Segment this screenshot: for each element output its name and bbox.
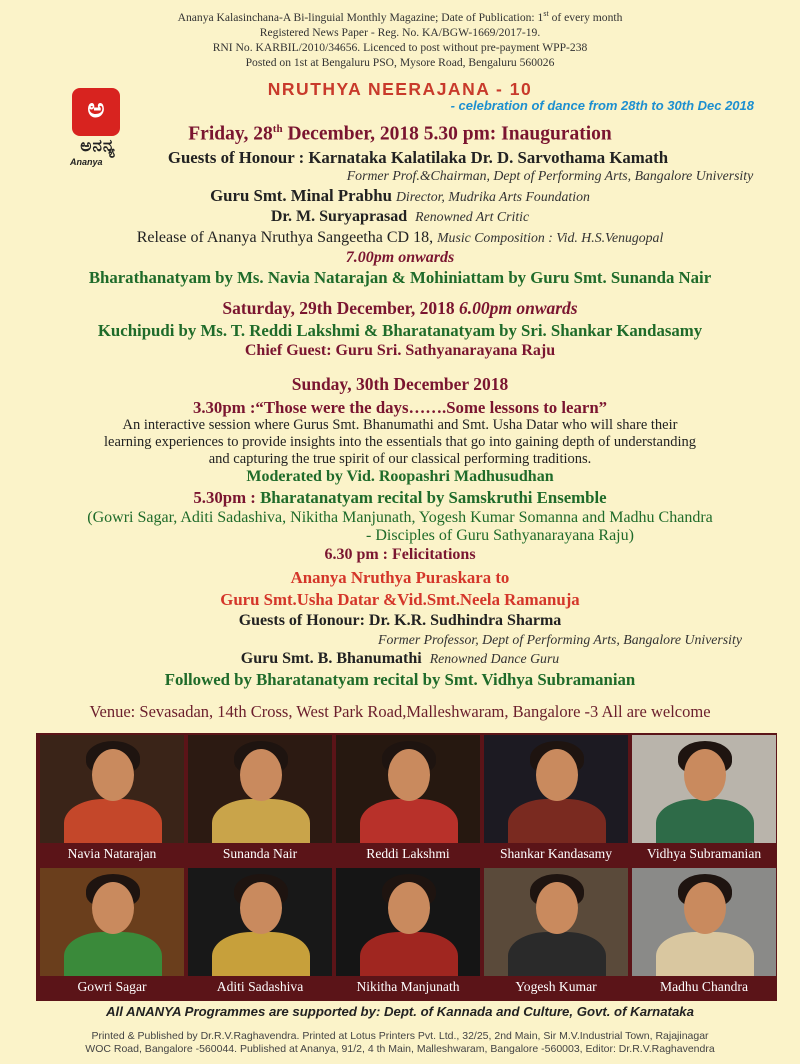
day3-ensemble-line-1: (Gowri Sagar, Aditi Sadashiva, Nikitha Manjunath, Yogesh Kumar Somanna and Madhu Chandra	[87, 509, 713, 526]
day3-session: 3.30pm :“Those were the days…….Some lessons to learn”	[192, 398, 608, 417]
day1-guest1-note: Former Prof.&Chairman, Dept of Performing Arts, Bangalore University	[346, 168, 754, 183]
day3-felicitations: 6.30 pm : Felicitations	[324, 546, 476, 563]
logo-english-name: Ananya	[70, 157, 103, 167]
day2-chief-guest: Chief Guest: Guru Sri. Sathyanarayana Raju	[244, 342, 556, 359]
artist-name-caption: Gowri Sagar	[77, 979, 147, 994]
day3-guest1-note: Former Professor, Dept of Performing Arts, Bangalore University	[378, 632, 742, 647]
artist-photo	[188, 868, 332, 976]
dancer-costume	[212, 932, 310, 976]
dancer-costume	[360, 932, 458, 976]
day3-guests-of-honour: Guests of Honour: Dr. K.R. Sudhindra Sharma	[238, 612, 562, 629]
day2-performance: Kuchipudi by Ms. T. Reddi Lakshmi & Bharatanatyam by Sri. Shankar Kandasamy	[97, 321, 703, 340]
day3-moderator: Moderated by Vid. Roopashri Madhusudhan	[246, 468, 554, 485]
artist-name-caption: Reddi Lakshmi	[366, 846, 450, 861]
artist-photo	[336, 868, 480, 976]
day1-guest2: Guru Smt. Minal Prabhu Director, Mudrika Arts Foundation	[210, 186, 590, 205]
day3-followed-by: Followed by Bharatanatyam recital by Smt. Vidhya Subramanian	[164, 670, 636, 689]
dancer-costume	[360, 799, 458, 843]
imprint-line-1: Printed & Published by Dr.R.V.Raghavendra. Printed at Lotus Printers Pvt. Ltd., 32/25, 2nd Main, Sir M.V.Industrial Town, Rajajinagar	[91, 1030, 709, 1042]
dancer-face	[240, 749, 282, 801]
day3-description-line-1: An interactive session where Gurus Smt. Bhanumathi and Smt. Usha Datar who will share their	[122, 417, 678, 433]
event-subtitle: - celebration of dance from 28th to 30th Dec 2018	[450, 98, 754, 113]
artist-photo	[40, 868, 184, 976]
support-note: All ANANYA Programmes are supported by: Dept. of Kannada and Culture, Govt. of Karnataka	[106, 1004, 694, 1019]
dancer-face	[684, 882, 726, 934]
dancer-face	[92, 749, 134, 801]
day3-ensemble-line-2: - Disciples of Guru Sathyanarayana Raju)	[366, 527, 634, 544]
artist-photo	[188, 735, 332, 843]
imprint-footer	[0, 1030, 800, 1056]
day1-performance-time: 7.00pm onwards	[345, 249, 455, 266]
venue: Venue: Sevasadan, 14th Cross, West Park Road,Malleshwaram, Bangalore -3 All are welcome	[89, 702, 711, 721]
dancer-face	[388, 749, 430, 801]
dancer-costume	[656, 932, 754, 976]
day1-performance: Bharathanatyam by Ms. Navia Natarajan & Mohiniattam by Guru Smt. Sunanda Nair	[88, 268, 712, 287]
event-title: NRUTHYA NEERAJANA - 10	[267, 79, 533, 99]
dancer-face	[684, 749, 726, 801]
day3-description-line-2: learning experiences to provide insights into the essentials that go into gaining depth of understanding	[104, 434, 696, 450]
publication-line-3: RNI No. KARBIL/2010/34656. Licenced to post without pre-payment WPP-238	[212, 40, 588, 54]
dancer-face	[240, 882, 282, 934]
logo-kannada-word: ಅನನ್ಯ	[80, 136, 116, 156]
artist-photo	[632, 735, 776, 843]
artist-name-caption: Sunanda Nair	[222, 846, 298, 861]
day3-heading: Sunday, 30th December 2018	[291, 374, 509, 394]
logo-glyph: ಅ	[87, 94, 105, 124]
day2-heading: Saturday, 29th December, 2018 6.00pm onwards	[222, 298, 578, 318]
artist-gallery	[36, 733, 777, 1001]
publication-line-4: Posted on 1st at Bengaluru PSO, Mysore Road, Bengaluru 560026	[245, 55, 555, 69]
artist-name-caption: Yogesh Kumar	[515, 979, 597, 994]
dancer-face	[92, 882, 134, 934]
publication-line-2: Registered News Paper - Reg. No. KA/BGW-1669/2017-19.	[259, 25, 541, 39]
day1-cd-release: Release of Ananya Nruthya Sangeetha CD 18, Music Composition : Vid. H.S.Venugopal	[136, 229, 664, 246]
day1-heading: Friday, 28th December, 2018 5.30 pm: Inauguration	[188, 123, 612, 145]
award-line-2: Guru Smt.Usha Datar &Vid.Smt.Neela Ramanuja	[220, 590, 580, 609]
artist-photo	[632, 868, 776, 976]
artist-name-caption: Madhu Chandra	[660, 979, 748, 994]
dancer-costume	[212, 799, 310, 843]
dancer-face	[536, 749, 578, 801]
publication-header	[0, 6, 800, 70]
publication-line-1: Ananya Kalasinchana-A Bi-linguial Monthly Magazine; Date of Publication: 1st of every month	[177, 9, 623, 24]
dancer-costume	[64, 799, 162, 843]
artist-name-caption: Shankar Kandasamy	[499, 846, 613, 861]
day1-guests-of-honour: Guests of Honour : Karnataka Kalatilaka Dr. D. Sarvothama Kamath	[167, 148, 669, 167]
artist-photo	[336, 735, 480, 843]
day1-guest3: Dr. M. Suryaprasad Renowned Art Critic	[270, 208, 530, 225]
day3-guest2: Guru Smt. B. Bhanumathi Renowned Dance Guru	[240, 650, 560, 667]
dancer-costume	[656, 799, 754, 843]
dancer-face	[536, 882, 578, 934]
artist-name-caption: Vidhya Subramanian	[646, 846, 762, 861]
dancer-costume	[508, 932, 606, 976]
artist-name-caption: Aditi Sadashiva	[216, 979, 304, 994]
artist-name-caption: Nikitha Manjunath	[356, 979, 460, 994]
day3-recital: 5.30pm : Bharatanatyam recital by Samskruthi Ensemble	[193, 488, 607, 507]
artist-photo	[484, 868, 628, 976]
artist-name-caption: Navia Natarajan	[67, 846, 157, 861]
artist-photo	[40, 735, 184, 843]
award-line-1: Ananya Nruthya Puraskara to	[290, 568, 510, 587]
dancer-face	[388, 882, 430, 934]
dancer-costume	[64, 932, 162, 976]
dancer-costume	[508, 799, 606, 843]
artist-photo	[484, 735, 628, 843]
day3-description-line-3: and capturing the true spirit of our classical performing traditions.	[208, 451, 592, 467]
imprint-line-2: WOC Road, Bangalore -560044. Published at Ananya, 91/2, 4 th Main, Malleshwaram, Bangalore -560003, Editor: Dr.R.V.Raghavendra	[85, 1043, 715, 1055]
